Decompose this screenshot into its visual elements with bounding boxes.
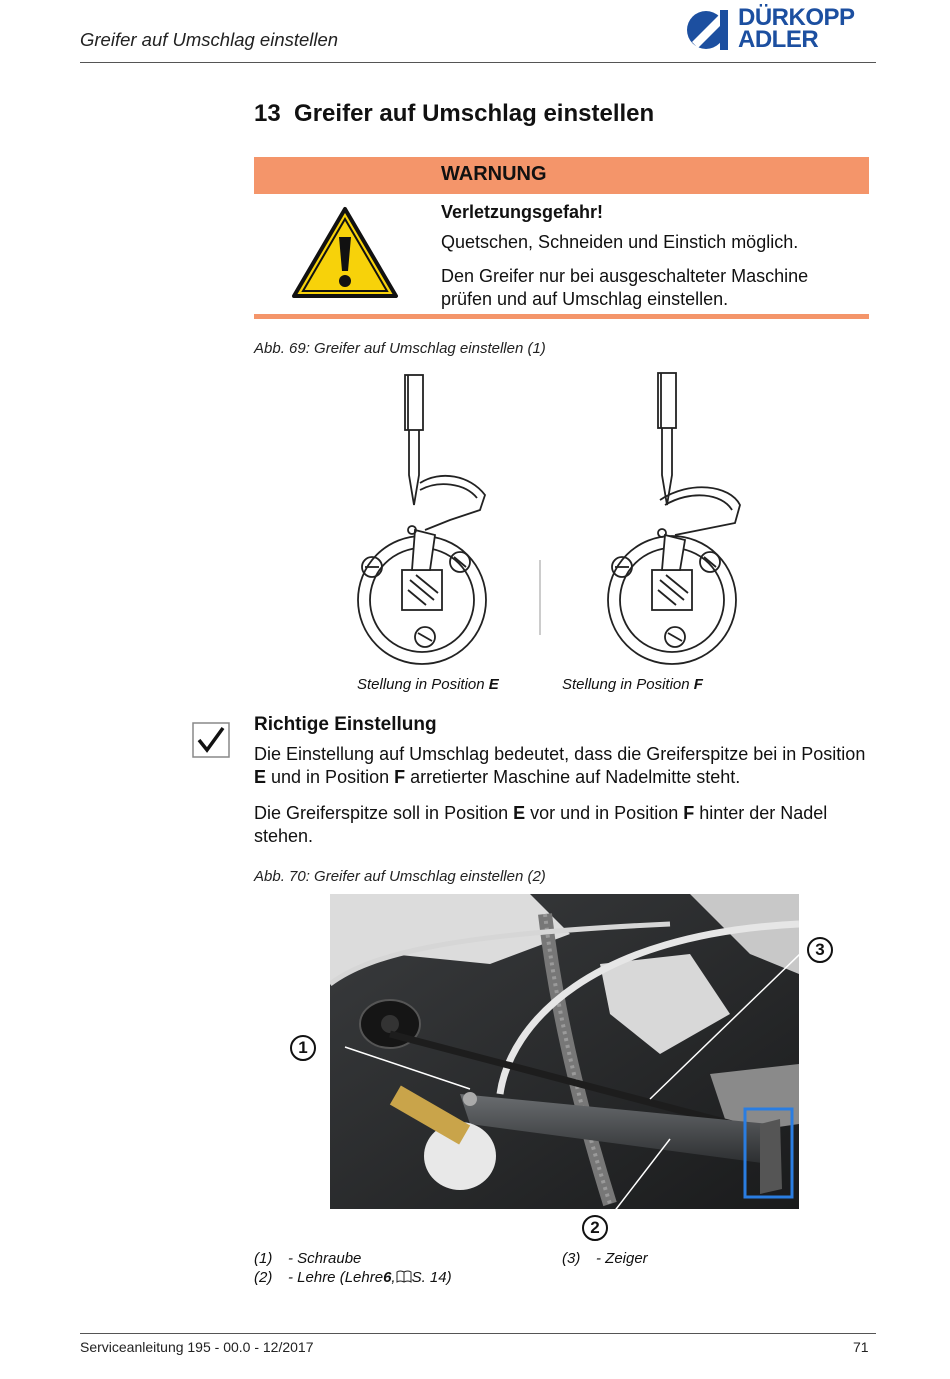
- warning-label: WARNUNG: [441, 163, 547, 185]
- callout-3: 3: [807, 937, 833, 963]
- p2-text-c: vor und in Position: [525, 803, 684, 823]
- legend-item-3: [562, 1250, 648, 1267]
- p1-letter-f: F: [394, 766, 406, 787]
- legend-text-2b: 6: [383, 1269, 392, 1286]
- legend-text-1: - Schraube: [288, 1250, 362, 1267]
- legend-text-2d: S. 14): [411, 1269, 452, 1286]
- footer-rule: [80, 1333, 876, 1334]
- chapter-number: 13: [254, 100, 281, 127]
- p1-text-a: Die Einstellung auf Umschlag bedeutet, dass die Greiferspitze bei in Position: [254, 744, 866, 764]
- hook-position-drawing: [330, 365, 760, 665]
- warning-bottom-rule: [254, 314, 869, 319]
- legend-text-3: - Zeiger: [596, 1250, 648, 1267]
- warning-triangle-icon: [290, 205, 400, 300]
- legend-number-2: (2): [254, 1269, 273, 1286]
- correct-setting-paragraph-1: [254, 743, 869, 788]
- warning-heading: Verletzungsgefahr!: [441, 202, 604, 222]
- correct-setting-heading: Richtige Einstellung: [254, 714, 437, 735]
- figure-caption-69: Abb. 69: Greifer auf Umschlag einstellen (1): [254, 340, 546, 357]
- chapter-title: [254, 100, 654, 128]
- hook-drawing-position-e: [358, 375, 486, 664]
- callout-1: 1: [290, 1035, 316, 1061]
- legend-number-1: (1): [254, 1250, 273, 1267]
- p2-letter-f: F: [683, 803, 695, 823]
- page-number: 71: [853, 1339, 869, 1355]
- p2-text-a: Die Greiferspitze soll in Position: [254, 803, 514, 823]
- warning-text-1: Quetschen, Schneiden und Einstich möglich.: [441, 232, 799, 252]
- position-f-letter: F: [693, 676, 703, 693]
- warning-text-2: Den Greifer nur bei ausgeschalteter Maschine prüfen und auf Umschlag einstellen.: [441, 266, 809, 309]
- position-f-label: [562, 676, 703, 693]
- legend-text-2a: - Lehre (Lehre: [288, 1269, 384, 1286]
- figure-caption-70: Abb. 70: Greifer auf Umschlag einstellen (2): [254, 868, 546, 885]
- p1-letter-e: E: [254, 766, 267, 787]
- p1-text-e: arretierter Maschine auf Nadelmitte steht.: [405, 766, 741, 787]
- machine-photo: [330, 894, 799, 1209]
- logo-line-1: DÜRKOPP: [738, 4, 855, 31]
- header-rule: [80, 62, 876, 63]
- legend-item-2: [254, 1269, 452, 1286]
- p1-text-c: und in Position: [266, 766, 395, 787]
- p2-letter-e: E: [513, 803, 526, 823]
- position-e-prefix: Stellung in Position: [357, 676, 489, 693]
- page-header-title: Greifer auf Umschlag einstellen: [80, 29, 339, 50]
- callout-2: 2: [582, 1215, 608, 1241]
- footer-document-info: Serviceanleitung 195 - 00.0 - 12/2017: [80, 1339, 314, 1355]
- warning-bar: [254, 157, 869, 194]
- correct-setting-paragraph-2: [254, 802, 869, 847]
- logo-mark-icon: [686, 6, 734, 52]
- position-e-label: [357, 676, 499, 693]
- legend-item-1: [254, 1250, 361, 1267]
- checkmark-icon: [192, 722, 230, 758]
- logo-line-2: ADLER: [738, 26, 819, 53]
- hook-drawing-position-f: [608, 373, 740, 664]
- chapter-title-text: Greifer auf Umschlag einstellen: [294, 100, 655, 127]
- position-f-prefix: Stellung in Position: [562, 676, 694, 693]
- duerkopp-adler-logo: [686, 6, 876, 54]
- legend-text-2c: ,: [391, 1269, 396, 1286]
- p2-text-e: hinter der Nadel stehen.: [254, 803, 828, 846]
- book-icon: [396, 1270, 412, 1283]
- legend-number-3: (3): [562, 1250, 581, 1267]
- position-e-letter: E: [488, 676, 499, 693]
